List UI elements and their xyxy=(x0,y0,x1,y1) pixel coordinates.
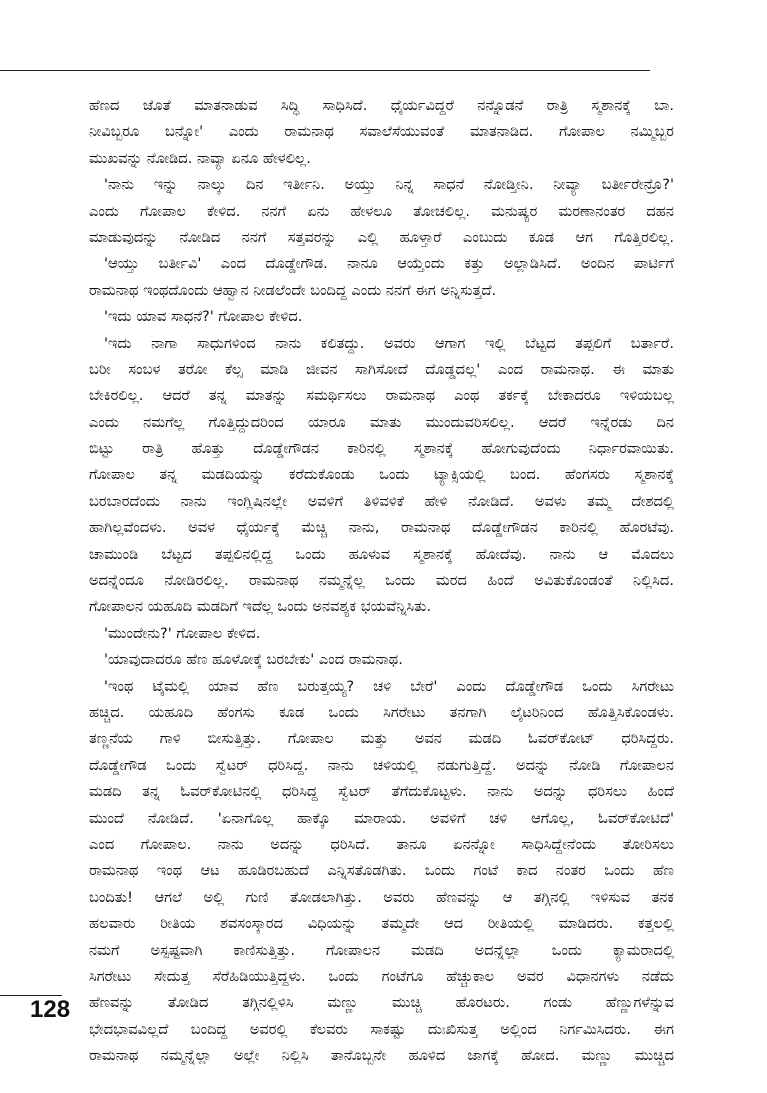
text-line: ಎಂದ ಗೋಪಾಲ. ನಾನು ಅದನ್ನು ಧರಿಸಿದೆ. ತಾನೂ ಏನನ್ನೋ ಸಾಧಿಸಿದ್ದೇನೆಂದು ತೋರಿಸಲು xyxy=(89,835,674,853)
text-line: ಬರಬಾರದೆಂದು ನಾನು ಇಂಗ್ಲಿಷಿನಲ್ಲೇ ಅವಳಿಗೆ ತಿಳಿವಳಿಕೆ ಹೇಳಿ ನೋಡಿದೆ. ಅವಳು ತಮ್ಮ ದೇಶದಲ್ಲಿ xyxy=(89,492,674,510)
text-line: ರಾಮನಾಥ ಇಂಥ ಆಟ ಹೂಡಿರಬಹುದೆ ಎನ್ನಿಸತೊಡಗಿತು. ಒಂದು ಗಂಟೆ ಕಾದ ನಂತರ ಒಂದು ಹೆಣ xyxy=(89,862,674,880)
text-line: ಹಾಗಿಲ್ಲವೆಂದಳು. ಅವಳ ಧೈರ್ಯಕ್ಕೆ ಮೆಚ್ಚಿ ನಾನು, ರಾಮನಾಥ ದೊಡ್ಡೇಗೌಡನ ಕಾರಿನಲ್ಲಿ ಹೊರಟೆವು. xyxy=(89,519,674,537)
text-line: ಎಂದು ನಮಗೆಲ್ಲ ಗೊತ್ತಿದ್ದುದರಿಂದ ಯಾರೂ ಮಾತು ಮುಂದುವರಿಸಲಿಲ್ಲ. ಆದರೆ ಇನ್ನೆರಡು ದಿನ xyxy=(89,413,674,431)
text-line: ನಮಗೆ ಅಸ್ಪಷ್ಟವಾಗಿ ಕಾಣಿಸುತ್ತಿತ್ತು. ಗೋಪಾಲನ ಮಡದಿ ಅದನ್ನೆಲ್ಲಾ ಒಂದು ಕ್ಯಾಮರಾದಲ್ಲಿ xyxy=(89,941,674,959)
text-line: 'ಇದು ನಾಗಾ ಸಾಧುಗಳಿಂದ ನಾನು ಕಲಿತದ್ದು. ಅವರು ಆಗಾಗ ಇಲ್ಲಿ ಬೆಟ್ಟದ ತಪ್ಪಲಿಗೆ ಬರ್ತಾರೆ. xyxy=(104,334,674,352)
text-line: ಮುಂದೆ ನೋಡಿದೆ. 'ಏನಾಗೊಲ್ಲ ಹಾಕ್ಕೊ ಮಾರಾಯ. ಅವಳಿಗೆ ಚಳಿ ಆಗೊಲ್ಲ, ಓವರ್‌ಕೋಟಿದೆ' xyxy=(89,809,674,827)
text-line: ನೀವಿಬ್ಬರೂ ಬನ್ನೋ' ಎಂದು ರಾಮನಾಥ ಸವಾಲೆಸೆಯುವಂತೆ ಮಾತನಾಡಿದ. ಗೋಪಾಲ ನಮ್ಮಿಬ್ಬರ xyxy=(89,123,674,141)
text-line: ಬಿಟ್ಟು ರಾತ್ರಿ ಹೊತ್ತು ದೊಡ್ಡೇಗೌಡನ ಕಾರಿನಲ್ಲಿ ಸ್ಮಶಾನಕ್ಕೆ ಹೋಗುವುದೆಂದು ನಿರ್ಧಾರವಾಯಿತು. xyxy=(89,440,674,458)
text-line: ಮಾಡುವುದನ್ನು ನೋಡಿದ ನನಗೆ ಸತ್ತವರನ್ನು ಎಲ್ಲಿ ಹೂಳ್ತಾರೆ ಎಂಬುದು ಕೂಡ ಆಗ ಗೊತ್ತಿರಲಿಲ್ಲ. xyxy=(89,228,674,246)
text-line: ಹೆಣದ ಜೊತೆ ಮಾತನಾಡುವ ಸಿದ್ಧಿ ಸಾಧಿಸಿದೆ. ಧೈರ್ಯವಿದ್ದರೆ ನನ್ನೊಡನೆ ರಾತ್ರಿ ಸ್ಮಶಾನಕ್ಕೆ ಬಾ. xyxy=(89,97,674,114)
text-line: ಎಂದು ಗೋಪಾಲ ಕೇಳಿದ. ನನಗೆ ಏನು ಹೇಳಲೂ ತೋಚಲಿಲ್ಲ. ಮನುಷ್ಯರ ಮರಣಾನಂತರ ದಹನ xyxy=(89,202,674,220)
text-line: ಭೇದಭಾವವಿಲ್ಲದೆ ಬಂದಿದ್ದ ಅವರಲ್ಲಿ ಕೆಲವರು ಸಾಕಷ್ಟು ದುಃಖಿಸುತ್ತ ಅಲ್ಲಿಂದ ನಿರ್ಗಮಿಸಿದರು. ಈಗ xyxy=(89,1020,674,1038)
text-line: 'ಇದು ಯಾವ ಸಾಧನೆ?' ಗೋಪಾಲ ಕೇಳಿದ. xyxy=(104,308,303,326)
text-line: 'ಇಂಥ ಟೈಮಲ್ಲಿ ಯಾವ ಹೆಣ ಬರುತ್ತಯ್ಯ? ಚಳಿ ಬೇರೆ' ಎಂದು ದೊಡ್ಡೇಗೌಡ ಒಂದು ಸಿಗರೇಟು xyxy=(104,677,674,695)
text-line: ಗೋಪಾಲನ ಯಹೂದಿ ಮಡದಿಗೆ ಇದೆಲ್ಲ ಒಂದು ಅನವಶ್ಯಕ ಭಯವೆನ್ನಿಸಿತು. xyxy=(89,598,432,616)
text-line: 'ಮುಂದೇನು?' ಗೋಪಾಲ ಕೇಳಿದ. xyxy=(104,624,261,642)
text-line: ಚಾಮುಂಡಿ ಬೆಟ್ಟದ ತಪ್ಪಲಿನಲ್ಲಿದ್ದ ಒಂದು ಹೂಳುವ ಸ್ಮಶಾನಕ್ಕೆ ಹೋದೆವು. ನಾನು ಆ ಮೊದಲು xyxy=(89,545,674,563)
text-line: 'ನಾನು ಇನ್ನು ನಾಲ್ಕು ದಿನ ಇರ್ತೀನಿ. ಅಯ್ತು ನಿನ್ನ ಸಾಧನೆ ನೋಡ್ತೀನಿ. ನೀವ್ಯಾ ಬರ್ತೀರೇನ್ರೊ?' xyxy=(104,176,674,194)
text-line: ಬಂದಿತು! ಆಗಲೆ ಅಲ್ಲಿ ಗುಣಿ ತೋಡಲಾಗಿತ್ತು. ಅವರು ಹೆಣವನ್ನು ಆ ತಗ್ಗಿನಲ್ಲಿ ಇಳಿಸುವ ತನಕ xyxy=(89,888,674,906)
text-line: ಮಡದಿ ತನ್ನ ಓವರ್‌ಕೋಟಿನಲ್ಲಿ ಧರಿಸಿದ್ದ ಸ್ವೆಟರ್ ತೆಗೆದುಕೊಟ್ಟಳು. ನಾನು ಅದನ್ನು ಧರಿಸಲು ಹಿಂದೆ xyxy=(89,783,674,801)
page-number: 128 xyxy=(30,996,71,1023)
text-line: ಗೋಪಾಲ ತನ್ನ ಮಡದಿಯನ್ನು ಕರೆದುಕೊಂಡು ಒಂದು ಟ್ಯಾಕ್ಸಿಯಲ್ಲಿ ಬಂದ. ಹೆಂಗಸರು ಸ್ಮಶಾನಕ್ಕೆ xyxy=(89,466,674,484)
text-line: ಹಲವಾರು ರೀತಿಯ ಶವಸಂಸ್ಕಾರದ ವಿಧಿಯನ್ನು ತಮ್ಮದೇ ಆದ ರೀತಿಯಲ್ಲಿ ಮಾಡಿದರು. ಕತ್ತಲಲ್ಲಿ xyxy=(89,915,674,933)
text-line: ಸಿಗರೇಟು ಸೇದುತ್ತ ಸೆರೆಹಿಡಿಯುತ್ತಿದ್ದಳು. ಒಂದು ಗಂಟೆಗೂ ಹೆಚ್ಚುಕಾಲ ಅವರ ವಿಧಾನಗಳು ನಡೆದು xyxy=(89,967,674,985)
text-line: 'ಯಾವುದಾದರೂ ಹೆಣ ಹೂಳೋಕ್ಕೆ ಬರಬೇಕು' ಎಂದ ರಾಮನಾಥ. xyxy=(104,651,403,669)
text-line: ಹಚ್ಚಿದ. ಯಹೂದಿ ಹೆಂಗಸು ಕೂಡ ಒಂದು ಸಿಗರೇಟು ತನಗಾಗಿ ಲೈಟರಿನಿಂದ ಹೊತ್ತಿಸಿಕೊಂಡಳು. xyxy=(89,703,674,721)
text-line: ರಾಮನಾಥ ನಮ್ಮನ್ನೆಲ್ಲಾ ಅಲ್ಲೇ ನಿಲ್ಲಿಸಿ ತಾನೊಬ್ಬನೇ ಹೂಳಿದ ಜಾಗಕ್ಕೆ ಹೋದ. ಮಣ್ಣು ಮುಚ್ಚಿದ xyxy=(89,1047,674,1065)
header-rule xyxy=(0,70,650,71)
text-line: ಬರೀ ಸಂಬಳ ತರೋ ಕೆಲ್ಸ ಮಾಡಿ ಜೀವನ ಸಾಗಿಸೋದೆ ದೊಡ್ಡದಲ್ಲ' ಎಂದ ರಾಮನಾಥ. ಈ ಮಾತು xyxy=(89,360,674,378)
text-line: ಮುಖವನ್ನು ನೋಡಿದ. ನಾವ್ಯಾ ಏನೂ ಹೇಳಲಿಲ್ಲ. xyxy=(89,149,311,167)
text-line: ತಣ್ಣನೆಯ ಗಾಳಿ ಬೀಸುತ್ತಿತ್ತು. ಗೋಪಾಲ ಮತ್ತು ಅವನ ಮಡದಿ ಓವರ್‌ಕೋಟ್ ಧರಿಸಿದ್ದರು. xyxy=(89,730,674,748)
text-line: ದೊಡ್ಡೇಗೌಡ ಒಂದು ಸ್ವೆಟರ್ ಧರಿಸಿದ್ದ. ನಾನು ಚಳಿಯಲ್ಲಿ ನಡುಗುತ್ತಿದ್ದೆ. ಅದನ್ನು ನೋಡಿ ಗೋಪಾಲನ xyxy=(89,756,674,774)
text-line: ಹೆಣವನ್ನು ತೋಡಿದ ತಗ್ಗಿನಲ್ಲಿಳಿಸಿ ಮಣ್ಣು ಮುಚ್ಚಿ ಹೊರಟರು. ಗಂಡು ಹೆಣ್ಣುಗಳೆನ್ನುವ xyxy=(89,994,674,1012)
text-line: ರಾಮನಾಥ ಇಂಥದೊಂದು ಆಹ್ವಾನ ನೀಡಲೆಂದೇ ಬಂದಿದ್ದ ಎಂದು ನನಗೆ ಈಗ ಅನ್ನಿಸುತ್ತದೆ. xyxy=(89,281,497,299)
text-line: ಅದನ್ನೆಂದೂ ನೋಡಿರಲಿಲ್ಲ. ರಾಮನಾಥ ನಮ್ಮನ್ನೆಲ್ಲ ಒಂದು ಮರದ ಹಿಂದೆ ಅವಿತುಕೊಂಡಂತೆ ನಿಲ್ಲಿಸಿದ. xyxy=(89,572,674,590)
page-body-text xyxy=(89,93,674,1069)
text-line: ಬೇಕಿರಲಿಲ್ಲ. ಆದರೆ ತನ್ನ ಮಾತನ್ನು ಸಮರ್ಥಿಸಲು ರಾಮನಾಥ ಎಂಥ ತರ್ಕಕ್ಕೆ ಬೇಕಾದರೂ ಇಳಿಯಬಲ್ಲ xyxy=(89,387,674,405)
text-line: 'ಆಯ್ತು ಬರ್ತೀವಿ' ಎಂದ ದೊಡ್ಡೇಗೌಡ. ನಾನೂ ಆಯ್ತೆಂದು ಕತ್ತು ಅಲ್ಲಾಡಿಸಿದೆ. ಅಂದಿನ ಪಾರ್ಟಿಗೆ xyxy=(104,255,674,273)
